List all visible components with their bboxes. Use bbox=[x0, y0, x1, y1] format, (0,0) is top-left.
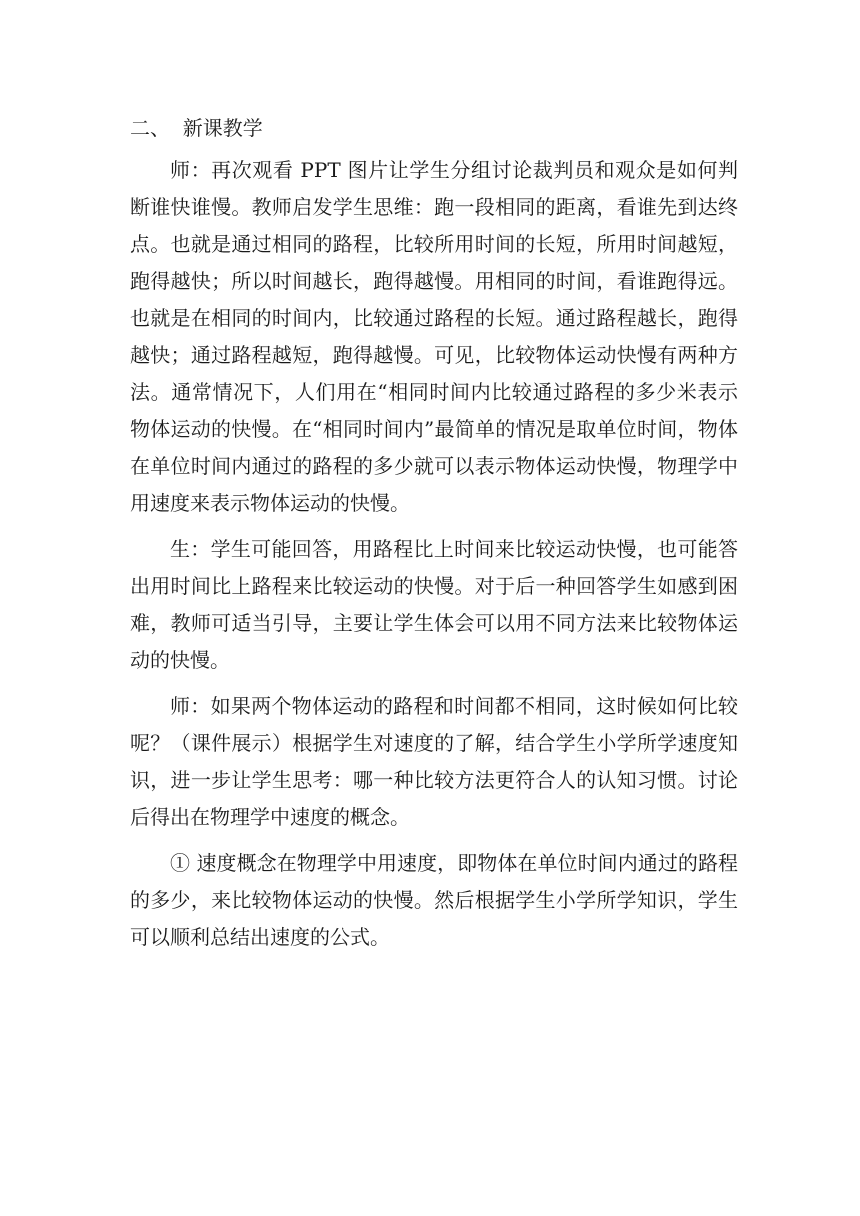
paragraph-teacher-intro: 师：再次观看 PPT 图片让学生分组讨论裁判员和观众是如何判断谁快谁慢。教师启发学生思维：跑一段相同的距离，看谁先到达终点。也就是通过相同的路程，比较所用时间的长短，所用时间越短，跑得越快；所以时间越长，跑得越慢。用相同的时间，看谁跑得远。也就是在相同的时间内，比较通过路程的长短。通过路程越长，跑得越快；通过路程越短，跑得越慢。可见，比较物体运动快慢有两种方法。通常情况下，人们用在“相同时间内比较通过路程的多少米表示物体运动的快慢。在“相同时间内”最简单的情况是取单位时间，物体在单位时间内通过的路程的多少就可以表示物体运动快慢，物理学中用速度来表示物体运动的快慢。 bbox=[130, 158, 738, 515]
section-heading: 二、 新课教学 bbox=[130, 116, 263, 140]
paragraph-speed-concept: ① 速度概念在物理学中用速度，即物体在单位时间内通过的路程的多少，来比较物体运动的快慢。然后根据学生小学所学知识，学生可以顺利总结出速度的公式。 bbox=[130, 851, 738, 949]
paragraph-teacher-question: 师：如果两个物体运动的路程和时间都不相同，这时候如何比较呢？（课件展示）根据学生对速度的了解，结合学生小学所学速度知识，进一步让学生思考：哪一种比较方法更符合人的认知习惯。讨论后得出在物理学中速度的概念。 bbox=[130, 694, 738, 829]
document-page bbox=[130, 112, 738, 965]
paragraph-student-answer: 生：学生可能回答，用路程比上时间来比较运动快慢，也可能答出用时间比上路程来比较运动的快慢。对于后一种回答学生如感到困难，教师可适当引导，主要让学生体会可以用不同方法来比较物体运动的快慢。 bbox=[130, 537, 738, 672]
